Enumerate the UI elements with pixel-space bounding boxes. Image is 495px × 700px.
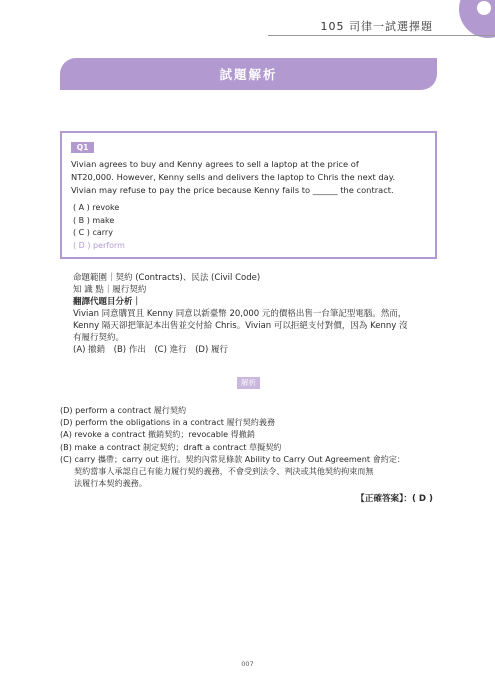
choices-translation: (A) 撤銷 (B) 作出 (C) 進行 (D) 履行: [73, 345, 228, 355]
analysis-line: (A) revoke a contract 撤銷契約；revocable 得撤銷: [60, 429, 255, 440]
analysis-line: 契約當事人承認自己有能力履行契約義務，不會受到法令、判決或其他契約拘束而無: [74, 466, 374, 477]
analysis-line: (C) carry 攜帶；carry out 進行。契約內常見條款 Ability to Carry Out Agreement 會約定：: [60, 453, 406, 464]
question-line: Vivian may refuse to pay the price because Kenny fails to ______ the contract.: [71, 185, 394, 195]
question-box: [60, 131, 437, 259]
question-tag: Q1: [71, 142, 94, 153]
analysis-tag: 解析: [237, 377, 260, 389]
analysis-section: [60, 404, 444, 489]
banner-title: 試題解析: [219, 67, 278, 82]
analysis-line: (D) perform the obligations in a contract 履行契約義務: [60, 417, 276, 428]
analysis-line: (D) perform a contract 履行契約: [60, 405, 187, 415]
question-line: NT20,000. However, Kenny sells and delivers the laptop to Chris the next day.: [71, 172, 396, 182]
translation-line: Vivian 同意購買且 Kenny 同意以新臺幣 20,000 元的價格出售一台筆記型電腦。然而，: [73, 309, 407, 319]
translation-line: 有履行契約。: [73, 333, 125, 343]
page-number: 007: [241, 660, 254, 668]
options-list: [73, 202, 125, 252]
option-d: ( D ) perform: [73, 240, 125, 250]
header-title: 105 司律一試選擇題: [320, 20, 433, 33]
option-b: ( B ) make: [73, 215, 115, 225]
knowledge-line: 知 識 點｜履行契約: [73, 285, 147, 295]
scope-line: 命題範圍｜契約 (Contracts)、民法 (Civil Code): [73, 273, 261, 283]
option-c: ( C ) carry: [73, 228, 113, 237]
translation-line: Kenny 隔天卻把筆記本出售並交付給 Chris。Vivian 可以拒絕支付對價，因為 Kenny 沒: [73, 321, 408, 331]
correct-answer: 【正確答案】：( D ): [356, 494, 433, 504]
question-line: Vivian agrees to buy and Kenny agrees to sell a laptop at the price of: [71, 159, 359, 169]
corner-decoration: [459, 0, 495, 38]
header-divider: [268, 35, 495, 36]
translation-heading: 翻譯代題目分析｜: [73, 297, 142, 307]
option-a: ( A ) revoke: [73, 203, 120, 212]
info-section: [73, 272, 433, 356]
analysis-line: 法履行本契約義務。: [74, 478, 147, 489]
analysis-line: (B) make a contract 制定契約；draft a contract 草擬契約: [60, 441, 282, 452]
question-text: [71, 158, 429, 197]
section-banner: [60, 58, 437, 90]
